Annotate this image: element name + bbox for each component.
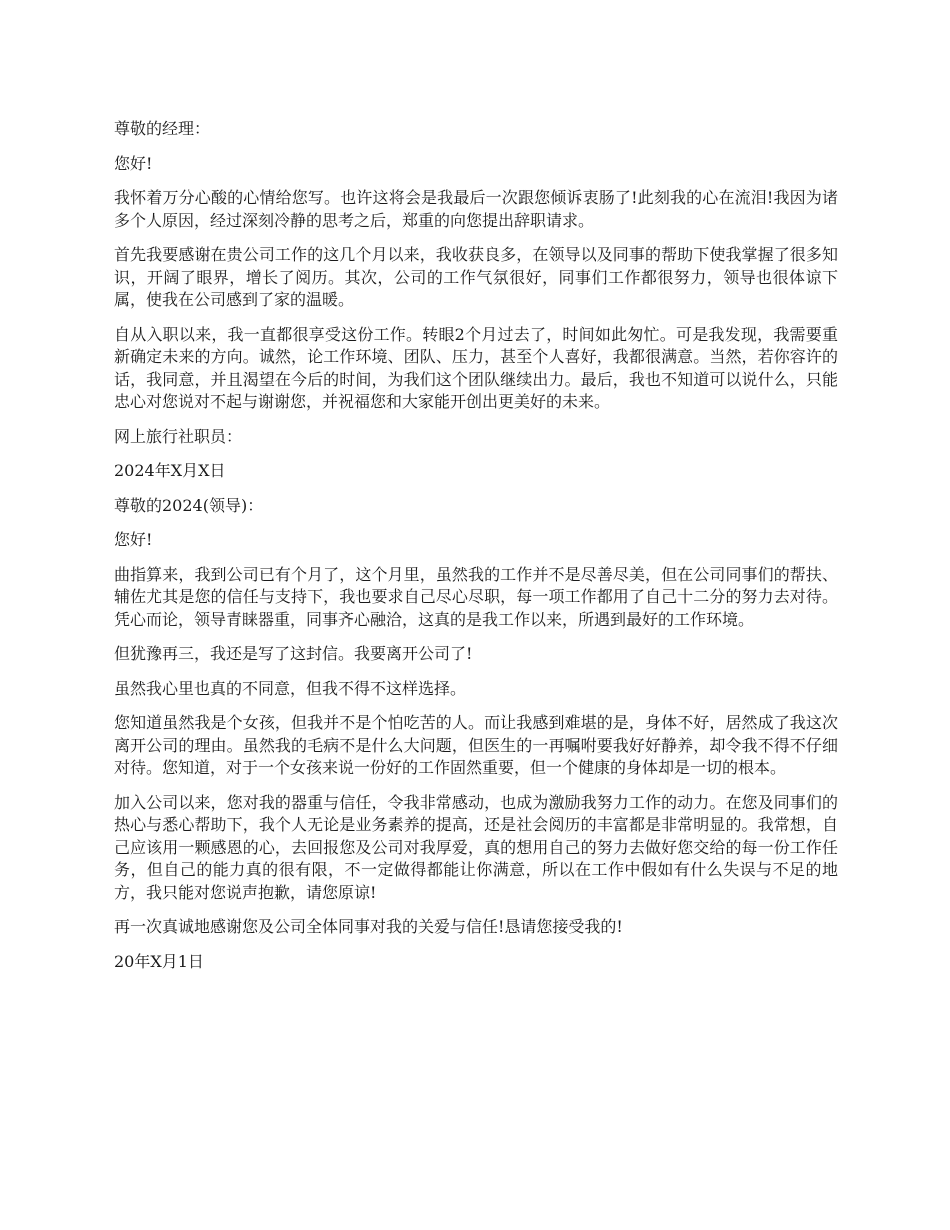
letter-document	[114, 118, 838, 985]
date-2: 20年X月1日	[114, 951, 204, 971]
body-paragraph: 但犹豫再三，我还是写了这封信。我要离开公司了!	[114, 644, 473, 663]
greeting-2: 您好!	[114, 530, 153, 549]
salutation-2: 尊敬的2024(领导)：	[114, 495, 264, 515]
body-paragraph: 首先我要感谢在贵公司工作的这几个月以来，我收获良多，在领导以及同事的帮助下使我掌握了很多知识，开阔了眼界，增长了阅历。其次，公司的工作气氛很好，同事们工作都很努力，领导也很体谅下属，使我在公司感到了家的温暖。	[114, 245, 838, 309]
greeting-1: 您好!	[114, 153, 153, 173]
body-paragraph: 虽然我心里也真的不同意，但我不得不这样选择。	[114, 678, 467, 698]
body-paragraph: 曲指算来，我到公司已有个月了，这个月里，虽然我的工作并不是尽善尽美，但在公司同事们的帮扶、辅佐尤其是您的信任与支持下，我也要求自己尽心尽职，每一项工作都用了自己十二分的努力去对待。凭心而论，领导青睐器重，同事齐心融洽，这真的是我工作以来，所遇到最好的工作环境。	[114, 564, 838, 629]
closing-paragraph: 再一次真诚地感谢您及公司全体同事对我的关爱与信任!恳请您接受我的!	[114, 917, 623, 936]
salutation-1: 尊敬的经理：	[114, 119, 211, 138]
body-paragraph: 我怀着万分心酸的心情给您写。也许这将会是我最后一次跟您倾诉衷肠了!此刻我的心在流泪!我因为诸多个人原因，经过深刻冷静的思考之后，郑重的向您提出辞职请求。	[114, 188, 838, 230]
body-paragraph: 自从入职以来，我一直都很享受这份工作。转眼2个月过去了，时间如此匆忙。可是我发现，我需要重新确定未来的方向。诚然，论工作环境、团队、压力，甚至个人喜好，我都很满意。当然，若你容许的话，我同意，并且渴望在今后的时间，为我们这个团队继续出力。最后，我也不知道可以说什么，只能忠心对您说对不起与谢谢您，并祝福您和大家能开创出更美好的未来。	[114, 324, 838, 411]
signature-1: 网上旅行社职员：	[114, 426, 243, 446]
date-1: 2024年X月X日	[114, 461, 226, 480]
body-paragraph: 加入公司以来，您对我的器重与信任，令我非常感动，也成为激励我努力工作的动力。在您及同事们的热心与悉心帮助下，我个人无论是业务素养的提高，还是社会阅历的丰富都是非常明显的。我常想，自己应该用一颗感恩的心，去回报您及公司对我厚爱，真的想用自己的努力去做好您交给的每一份工作任务，但自己的能力真的很有限，不一定做得都能让你满意，所以在工作中假如有什么失误与不足的地方，我只能对您说声抱歉，请您原谅!	[114, 792, 838, 902]
body-paragraph: 您知道虽然我是个女孩，但我并不是个怕吃苦的人。而让我感到难堪的是，身体不好，居然成了我这次离开公司的理由。虽然我的毛病不是什么大问题，但医生的一再嘱咐要我好好静养，却令我不得不仔细对待。您知道，对于一个女孩来说一份好的工作固然重要，但一个健康的身体却是一切的根本。	[114, 713, 838, 777]
